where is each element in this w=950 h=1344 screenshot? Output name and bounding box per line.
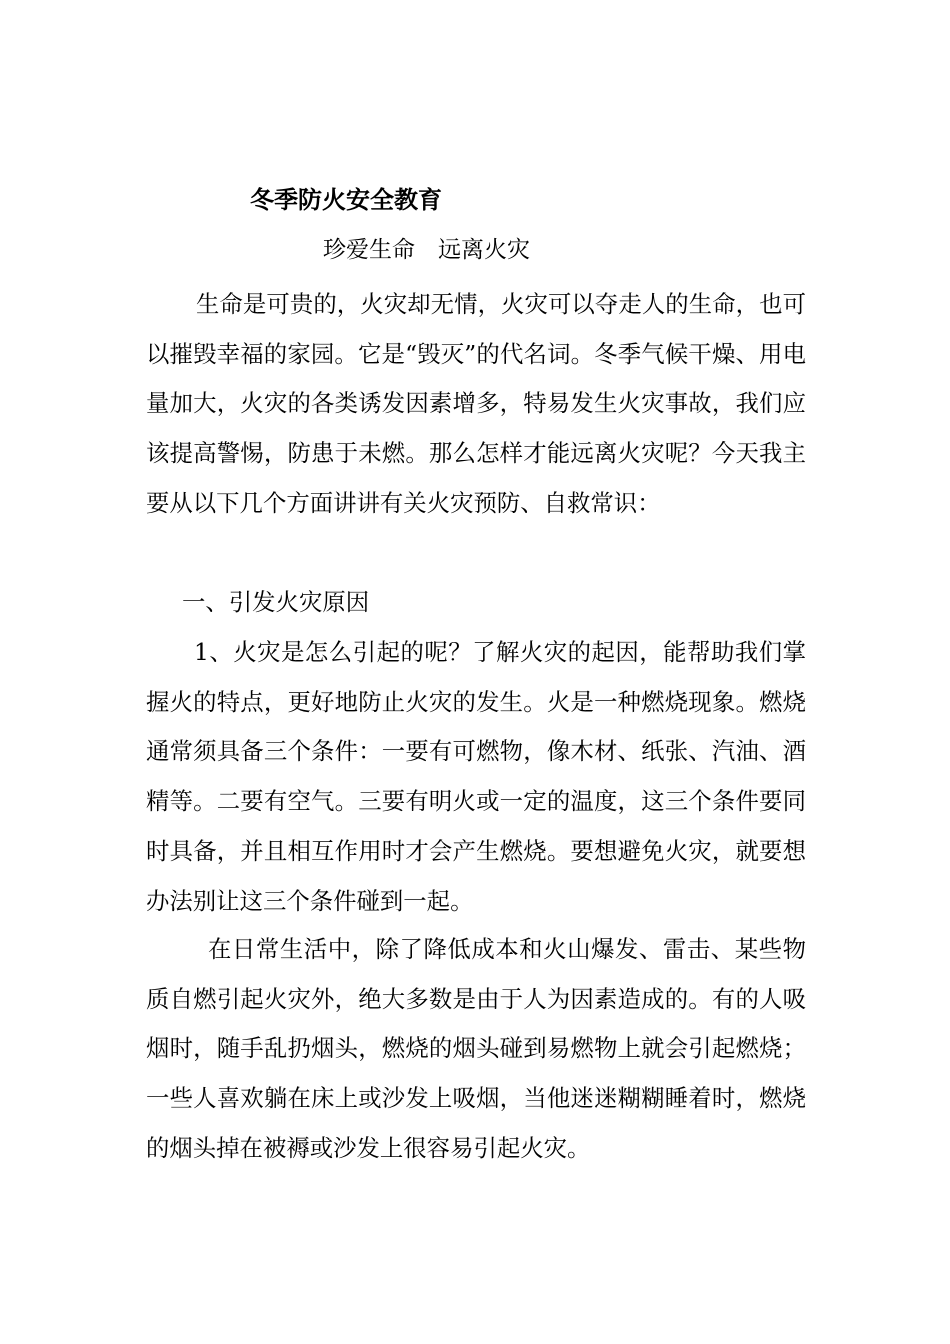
paragraph-daily-life: 在日常生活中，除了降低成本和火山爆发、雷击、某些物质自燃引起火灾外，绝大多数是由于人为因素造成的。有的人吸烟时，随手乱扔烟头，燃烧的烟头碰到易燃物上就会引起燃烧；一些人喜欢躺在床上或沙发上吸烟，当他迷迷糊糊睡着时，燃烧的烟头掉在被褥或沙发上很容易引起火灾。 xyxy=(146,935,806,1162)
section-heading: 一、引发火灾原因 xyxy=(182,588,370,616)
paragraph-fire-causes: 1、火灾是怎么引起的呢？了解火灾的起因，能帮助我们掌握火的特点，更好地防止火灾的发生。火是一种燃烧现象。燃烧通常须具备三个条件：一要有可燃物，像木材、纸张、汽油、酒精等。二要有空气。三要有明火或一定的温度，这三个条件要同时具备，并且相互作用时才会产生燃烧。要想避免火灾，就要想办法别让这三个条件碰到一起。 xyxy=(146,638,806,915)
document-title: 冬季防火安全教育 xyxy=(250,186,442,214)
document-subtitle: 珍爱生命 远离火灾 xyxy=(323,237,530,263)
paragraph-intro: 生命是可贵的，火灾却无情，火灾可以夺走人的生命，也可以摧毁幸福的家园。它是“毁灭”的代名词。冬季气候干燥、用电量加大，火灾的各类诱发因素增多，特易发生火灾事故，我们应该提高警惕，防患于未燃。那么怎样才能远离火灾呢？今天我主要从以下几个方面讲讲有关火灾预防、自救常识： xyxy=(146,290,806,517)
